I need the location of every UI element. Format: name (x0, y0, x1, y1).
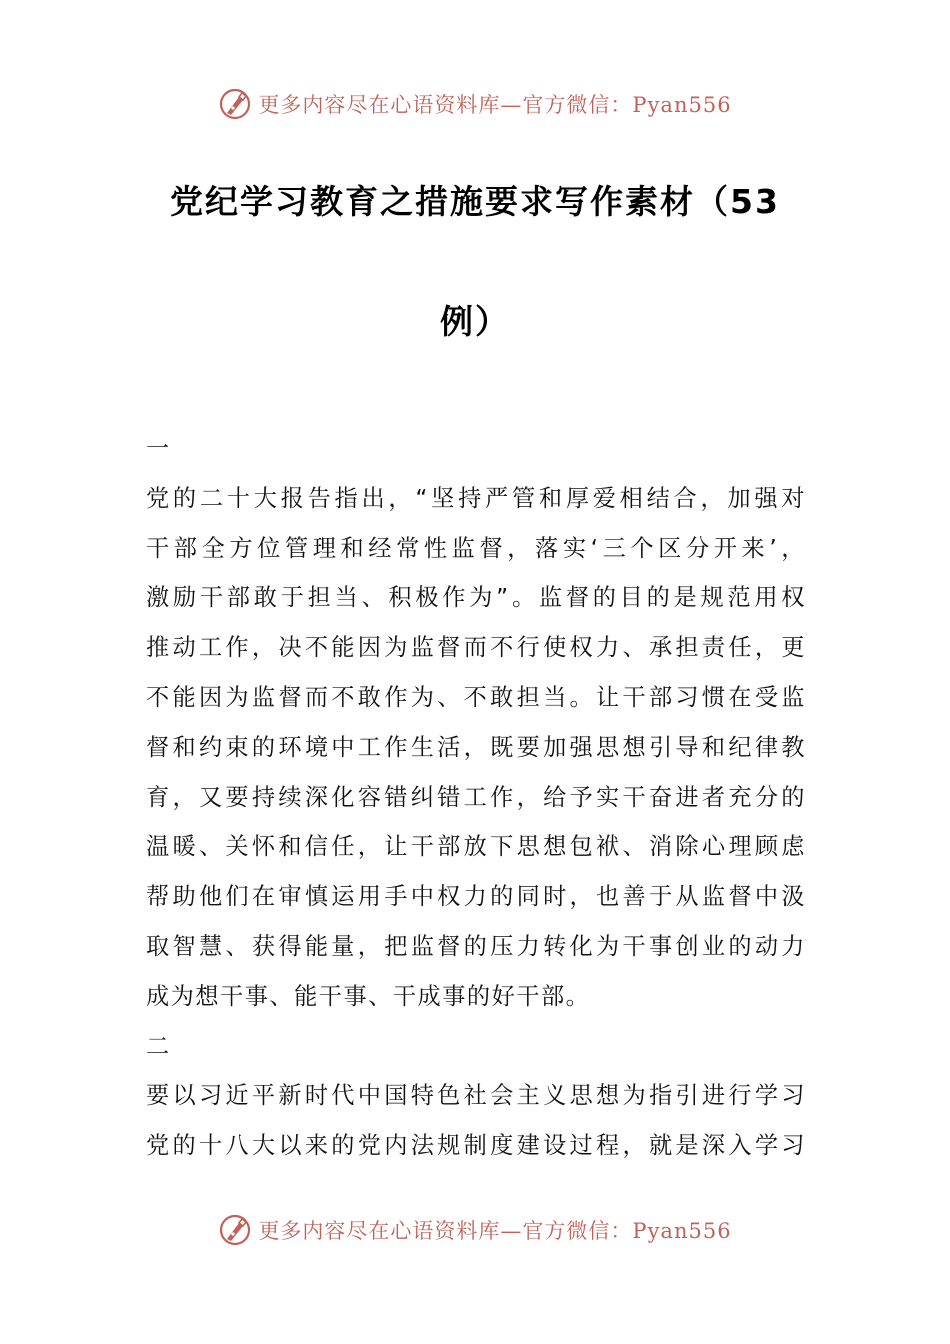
paragraph-line: 不能因为监督而不敢作为、不敢担当。让干部习惯在受监 (146, 683, 806, 711)
paragraph-line: 推动工作，决不能因为监督而不行使权力、承担责任，更 (146, 634, 806, 662)
pen-nib-icon (218, 87, 252, 121)
paragraph-line: 党的十八大以来的党内法规制度建设过程，就是深入学习 (146, 1132, 806, 1160)
watermark-text: 更多内容尽在心语资料库—官方微信：Pyan556 (258, 93, 732, 117)
pen-nib-icon (218, 1213, 252, 1247)
paragraph-line: 帮助他们在审慎运用手中权力的同时，也善于从监督中汲 (146, 883, 806, 911)
document-title-line-1: 党纪学习教育之措施要求写作素材（53 (170, 182, 780, 221)
paragraph-line: 干部全方位管理和经常性监督，落实‘三个区分开来’， (146, 534, 806, 562)
watermark-text: 更多内容尽在心语资料库—官方微信：Pyan556 (258, 1219, 732, 1243)
paragraph-line: 激励干部敢于担当、积极作为”。监督的目的是规范用权 (146, 584, 806, 612)
document-title-line-2: 例） (440, 302, 510, 341)
paragraph-line: 要以习近平新时代中国特色社会主义思想为指引进行学习 (146, 1082, 806, 1110)
watermark-banner-bottom (0, 1210, 950, 1250)
section-heading: 一 (146, 435, 171, 462)
paragraph-line: 温暖、关怀和信任，让干部放下思想包袱、消除心理顾虑 (146, 833, 806, 861)
paragraph-line: 党的二十大报告指出，“坚持严管和厚爱相结合，加强对 (146, 484, 806, 512)
paragraph-line: 育，又要持续深化容错纠错工作，给予实干奋进者充分的 (146, 783, 806, 811)
paragraph-line: 成为想干事、能干事、干成事的好干部。 (146, 982, 591, 1010)
section-heading: 二 (146, 1032, 171, 1060)
watermark-banner-top (0, 84, 950, 124)
paragraph-line: 督和约束的环境中工作生活，既要加强思想引导和纪律教 (146, 733, 806, 761)
paragraph-line: 取智慧、获得能量，把监督的压力转化为干事创业的动力 (146, 932, 806, 960)
document-body (146, 424, 806, 1171)
